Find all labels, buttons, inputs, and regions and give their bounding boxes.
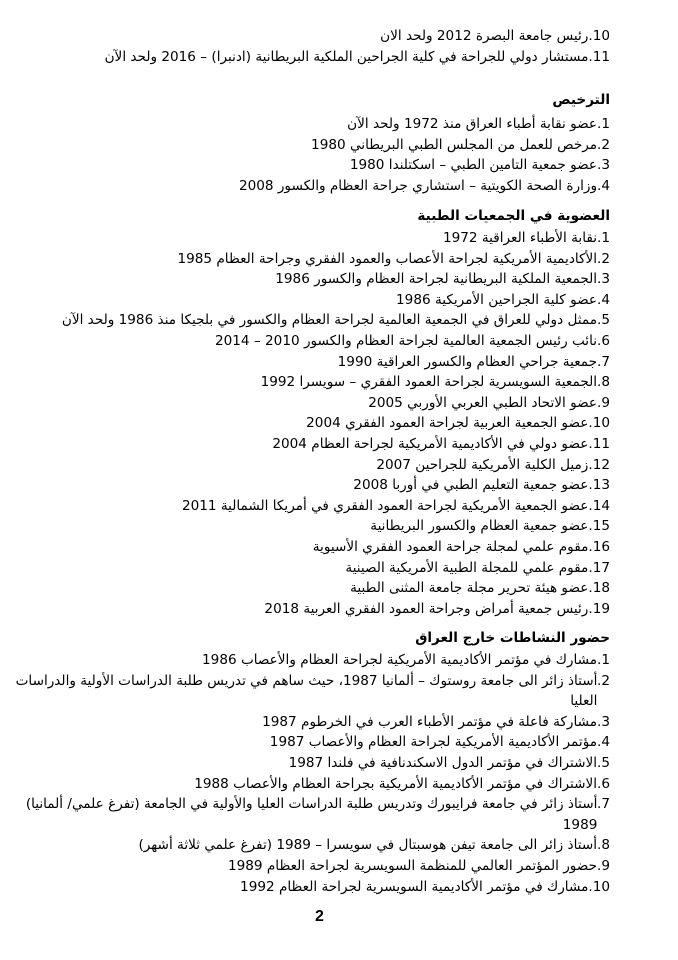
memberships-heading: العضوية في الجمعيات الطبية [417, 208, 610, 224]
list-item: 9. حضور المؤتمر العالمي للمنظمة السويسرية لجراحة العظام 1989 [227, 857, 610, 874]
list-item: 1. عضو نقابة أطباء العراق منذ 1972 ولحد الآن [347, 116, 610, 132]
list-item: 4. وزارة الصحة الكويتية – استشاري جراحة العظام والكسور 2008 [238, 177, 610, 194]
career-list-continued [4, 26, 610, 67]
activities-heading: حضور النشاطات خارج العراق [415, 630, 610, 646]
list-item: 16. مقوم علمي لمجلة جراحة العمود الفقري الأسيوية [312, 538, 610, 555]
list-item: 2. أستاذ زائر الى جامعة روستوك – ألمانيا 1987، حيث ساهم في تدريس طلبة الدراسات الأولية والدراسات العليا [15, 672, 610, 710]
list-item: 12. زميل الكلية الأمريكية للجراحين 2007 [376, 456, 610, 473]
list-item: 6. نائب رئيس الجمعية العالمية لجراحة العظام والكسور 2010 – 2014 [214, 332, 610, 349]
list-item: 9. عضو الاتحاد الطبي العربي الأوربي 2005 [368, 394, 610, 411]
list-item: 1. مشارك في مؤتمر الأكاديمية الأمريكية لجراحة العظام والأعصاب 1986 [202, 652, 610, 668]
list-item: 7. أستاذ زائر في جامعة فرايبورك وتدريس طلبة الدراسات العليا والأولية في الجامعة (تفرغ علمي/ ألمانيا) 1989 [25, 796, 610, 833]
list-item: 3. عضو جمعية التامين الطبي – اسكتلندا 1980 [349, 157, 610, 174]
list-item: 4. مؤتمر الأكاديمية الأمريكية لجراحة العظام والأعصاب 1987 [269, 734, 610, 751]
list-item: 3. الجمعية الملكية البريطانية لجراحة العظام والكسور 1986 [275, 271, 610, 288]
list-item: 8. أستاذ زائر الى جامعة تيفن هوسبتال في سويسرا – 1989 (تفرغ علمي ثلاثة أشهر) [138, 837, 610, 854]
list-item: 10. عضو الجمعية العربية لجراحة العمود الفقري 2004 [306, 415, 610, 432]
page-number: 2 [315, 908, 324, 925]
memberships-section [4, 206, 610, 619]
list-item: 18. عضو هيئة تحرير مجلة جامعة المثنى الطبية [350, 580, 610, 597]
list-item: 7. جمعية جراحي العظام والكسور العراقية 1990 [337, 353, 610, 370]
list-item: 6. الاشتراك في مؤتمر الأكاديمية الأمريكية بجراحة العظام والأعصاب 1988 [194, 775, 610, 792]
list-item: 17. مقوم علمي للمجلة الطبية الأمريكية الصينية [345, 559, 610, 576]
activities-section [4, 628, 610, 897]
list-item: 8. الجمعية السويسرية لجراحة العمود الفقري – سويسرا 1992 [260, 374, 610, 391]
licensing-heading: الترخيص [552, 92, 610, 108]
list-item: 11. مستشار دولي للجراحة في كلية الجراحين الملكية البريطانية (ادنبرا) – 2016 ولحد الآن [104, 48, 610, 65]
list-item: 15. عضو جمعية العظام والكسور البريطانية [370, 518, 610, 535]
list-item: 10. مشارك في مؤتمر الأكاديمية السويسرية لجراحة العظام 1992 [240, 878, 610, 895]
list-item: 19. رئيس جمعية أمراض وجراحة العمود الفقري العربية 2018 [264, 600, 610, 617]
list-item: 2. الأكاديمية الأمريكية لجراحة الأعصاب والعمود الفقري وجراحة العظام 1985 [177, 250, 610, 267]
list-item: 2. مرخص للعمل من المجلس الطبي البريطاني 1980 [311, 136, 610, 153]
list-item: 13. عضو جمعية التعليم الطبي في أوربا 2008 [353, 477, 610, 494]
list-item: 4. عضو كلية الجراحين الأمريكية 1986 [396, 291, 610, 308]
list-item: 14. عضو الجمعية الأمريكية لجراحة العمود الفقري في أمريكا الشمالية 2011 [181, 497, 610, 514]
list-item: 1. نقابة الأطباء العراقية 1972 [442, 230, 610, 246]
licensing-section [4, 90, 610, 196]
list-item: 11. عضو دولي في الأكاديمية الأمريكية لجراحة العظام 2004 [272, 435, 610, 452]
list-item: 5. الاشتراك في مؤتمر الدول الاسكندنافية في فلندا 1987 [288, 754, 610, 771]
list-item: 10. رئيس جامعة البصرة 2012 ولحد الان [380, 28, 610, 44]
list-item: 5. ممثل دولي للعراق في الجمعية العالمية لجراحة العظام والكسور في بلجيكا منذ 1986 ولحد الآن [61, 312, 610, 329]
list-item: 3. مشاركة فاعلة في مؤتمر الأطباء العرب في الخرطوم 1987 [262, 713, 610, 730]
